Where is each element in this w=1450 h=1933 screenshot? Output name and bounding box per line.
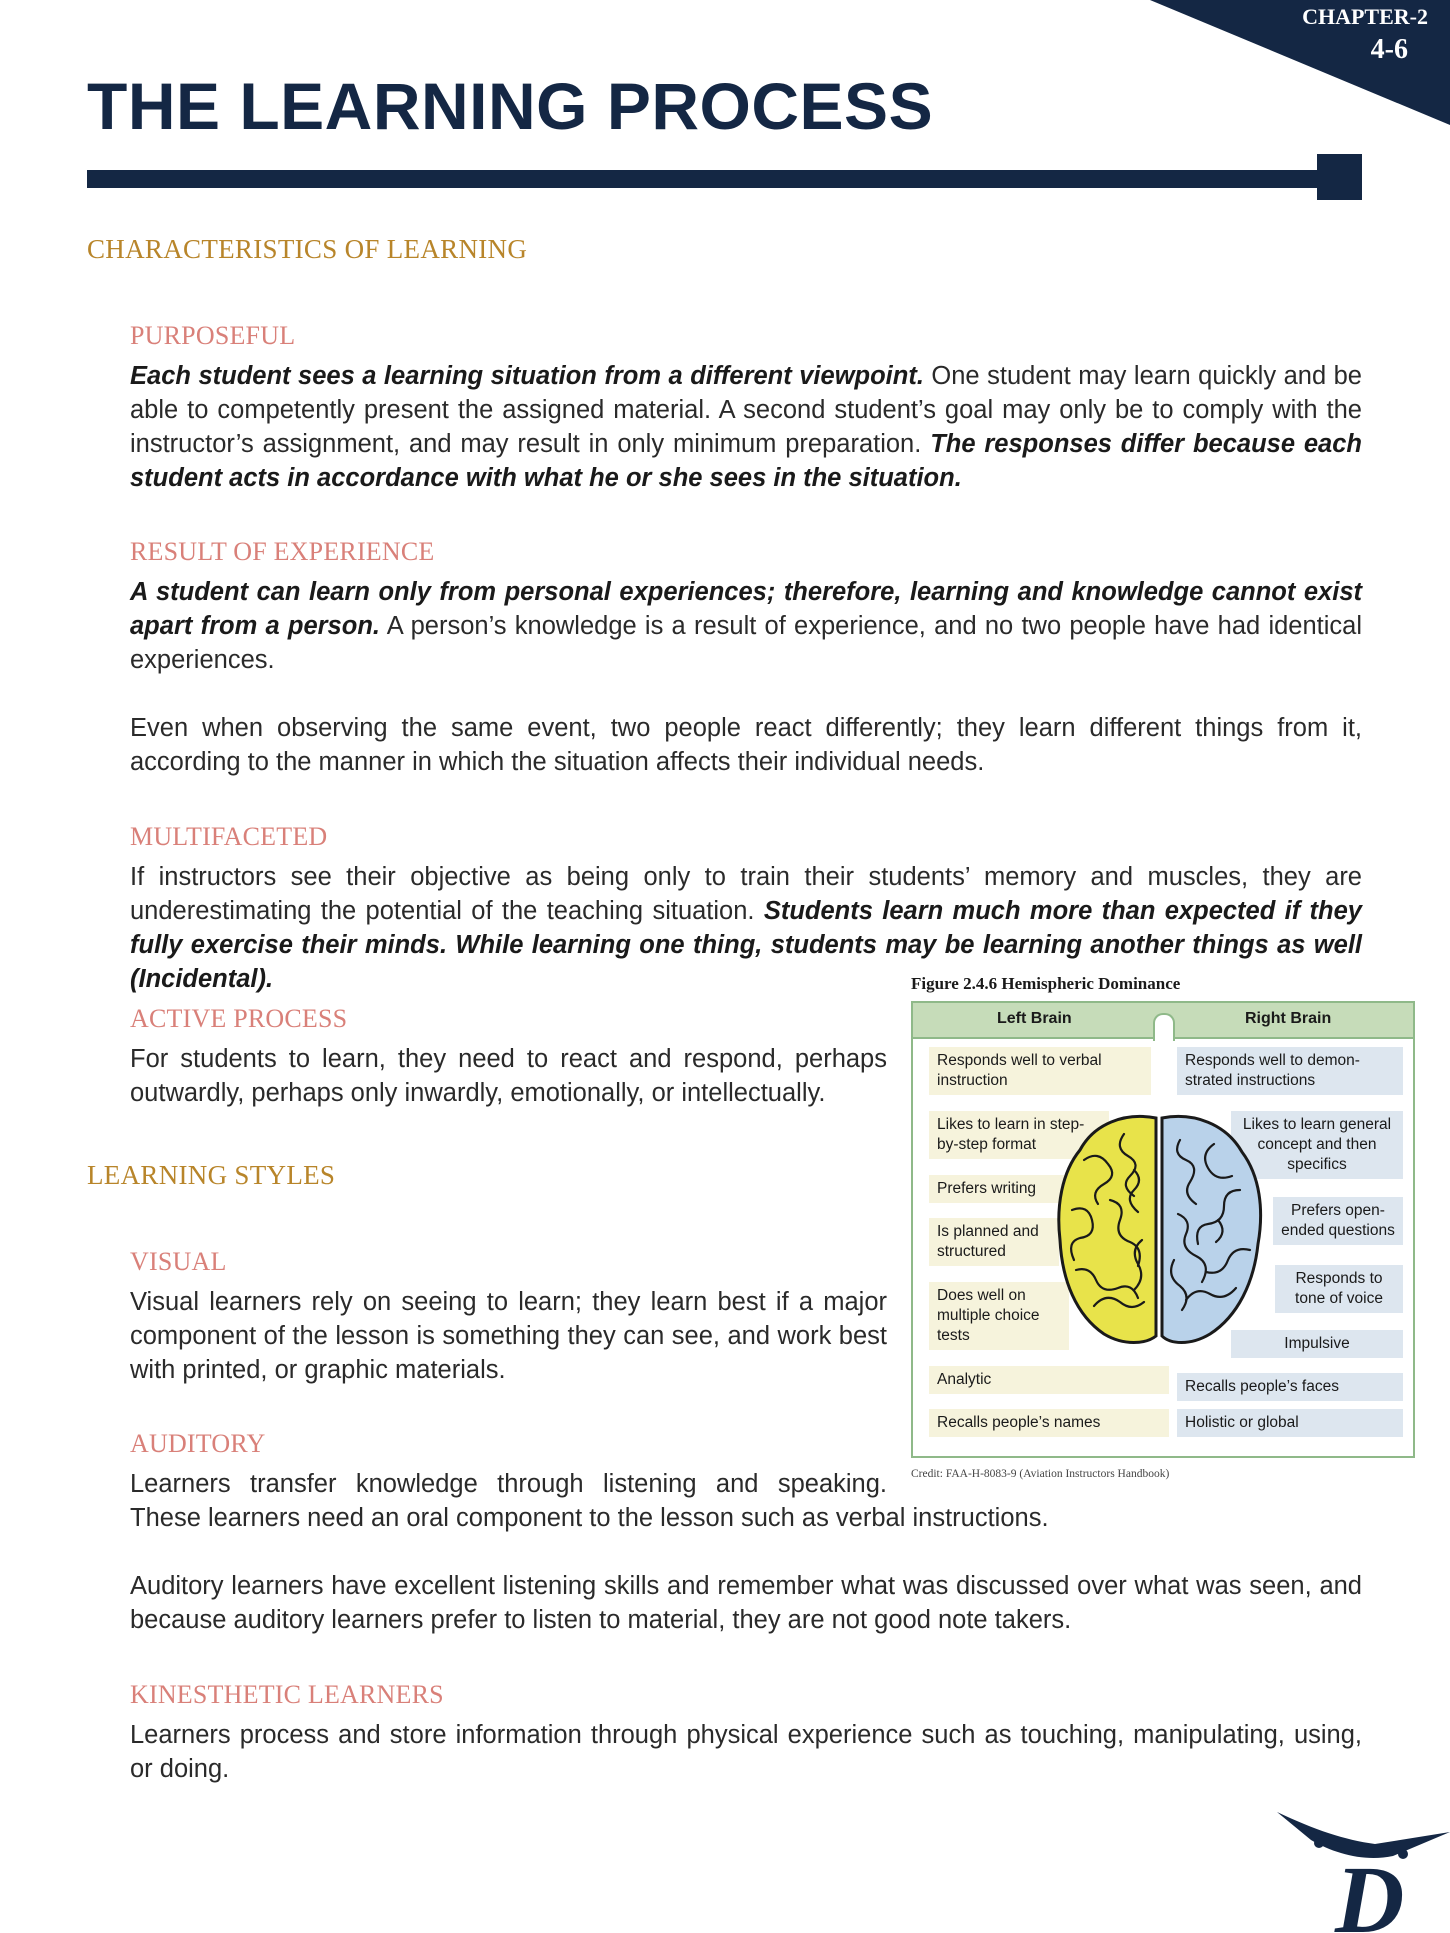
right-trait: Prefers open-ended questions (1273, 1197, 1403, 1245)
figure-credit: Credit: FAA-H-8083-9 (Aviation Instructors Handbook) (911, 1468, 1170, 1480)
right-trait: Responds to tone of voice (1275, 1265, 1403, 1313)
body-text: A person’s knowledge is a result of experience, and no two people have had identical experiences. (130, 612, 1362, 674)
body-text: These learners need an oral component to the lesson such as verbal instructions. (130, 1504, 1049, 1532)
body-text: Learners transfer knowledge through listening and speaking. (130, 1470, 887, 1498)
figure-notch (1153, 1013, 1175, 1041)
paragraph-experience-1 (130, 575, 1362, 677)
subheading-kinesthetic: KINESTHETIC LEARNERS (130, 1680, 444, 1709)
page-number: 4-6 (1370, 34, 1408, 65)
paragraph-active-process: For students to learn, they need to react and respond, perhaps outwardly, perhaps only inwardly, emotionally, or intellectually. (130, 1045, 887, 1107)
subheading-active-process: ACTIVE PROCESS (130, 1004, 348, 1033)
right-trait: Responds well to demon-strated instructions (1177, 1047, 1403, 1095)
left-trait: Recalls people’s names (929, 1409, 1169, 1437)
right-brain-title: Right Brain (1245, 1010, 1332, 1027)
subheading-multifaceted: MULTIFACETED (130, 822, 328, 851)
paragraph-auditory-2: Auditory learners have excellent listening skills and remember what was discussed over what was seen, and because auditory learners prefer to listen to material, they are not good note takers. (130, 1572, 1362, 1634)
section-heading-learning-styles: LEARNING STYLES (87, 1160, 336, 1190)
body-text: One student may learn quickly and be able to competently present the assigned material. A second student’s goal may only be to comply with the instructor’s assignment, and may result in only minimum preparation. (130, 362, 1362, 458)
bold-text: A student can learn only from personal experiences; therefore, learning and knowledge cannot exist apart from a person. (130, 578, 1362, 640)
title-rule (87, 170, 1317, 188)
paragraph-purposeful (130, 359, 1362, 495)
paragraph-experience-2: Even when observing the same event, two people react differently; they learn different things from it, according to the manner in which the situation affects their individual needs. (130, 714, 1362, 776)
left-trait: Prefers writing (929, 1175, 1069, 1203)
airplane-d-logo-icon (1275, 1810, 1450, 1933)
left-trait: Responds well to verbal instruction (929, 1047, 1151, 1095)
bold-text: The responses differ because each student acts in accordance with what he or she sees in the situation. (130, 430, 1362, 492)
paragraph-visual: Visual learners rely on seeing to learn; they learn best if a major component of the lesson is something they can see, and work best with printed, or graphic materials. (130, 1288, 887, 1384)
left-brain-title: Left Brain (997, 1010, 1072, 1027)
left-trait: Analytic (929, 1366, 1169, 1394)
subheading-auditory: AUDITORY (130, 1429, 266, 1458)
paragraph-kinesthetic: Learners process and store information through physical experience such as touching, manipulating, using, or doing. (130, 1721, 1362, 1783)
left-trait: Is planned and structured (929, 1218, 1059, 1266)
right-trait: Impulsive (1231, 1330, 1403, 1358)
brain-icon (1054, 1110, 1264, 1350)
bold-text: Each student sees a learning situation from a different viewpoint. (130, 362, 924, 390)
section-heading-characteristics: CHARACTERISTICS OF LEARNING (87, 234, 528, 264)
subheading-experience: RESULT OF EXPERIENCE (130, 537, 435, 566)
subheading-visual: VISUAL (130, 1247, 227, 1276)
page-title: THE LEARNING PROCESS (87, 69, 934, 143)
subheading-purposeful: PURPOSEFUL (130, 321, 296, 350)
right-trait: Recalls people’s faces (1177, 1373, 1403, 1401)
chapter-label: CHAPTER-2 (1302, 4, 1428, 29)
title-rule-end-block (1317, 154, 1362, 200)
paragraph-auditory-1 (130, 1467, 1362, 1535)
right-trait: Holistic or global (1177, 1409, 1403, 1437)
left-trait: Likes to learn in step-by-step format (929, 1111, 1109, 1159)
logo-letter: D (1335, 1846, 1405, 1933)
left-trait: Does well on multiple choice tests (929, 1282, 1069, 1350)
bold-text: Students learn much more than expected if they fully exercise their minds. While learning one thing, students may be learning another things as well (Incidental). (130, 897, 1362, 993)
body-text: If instructors see their objective as being only to train their students’ memory and muscles, they are underestimating the potential of the teaching situation. (130, 863, 1362, 925)
figure-caption: Figure 2.4.6 Hemispheric Dominance (911, 974, 1181, 993)
right-trait: Likes to learn general concept and then specifics (1231, 1111, 1403, 1179)
